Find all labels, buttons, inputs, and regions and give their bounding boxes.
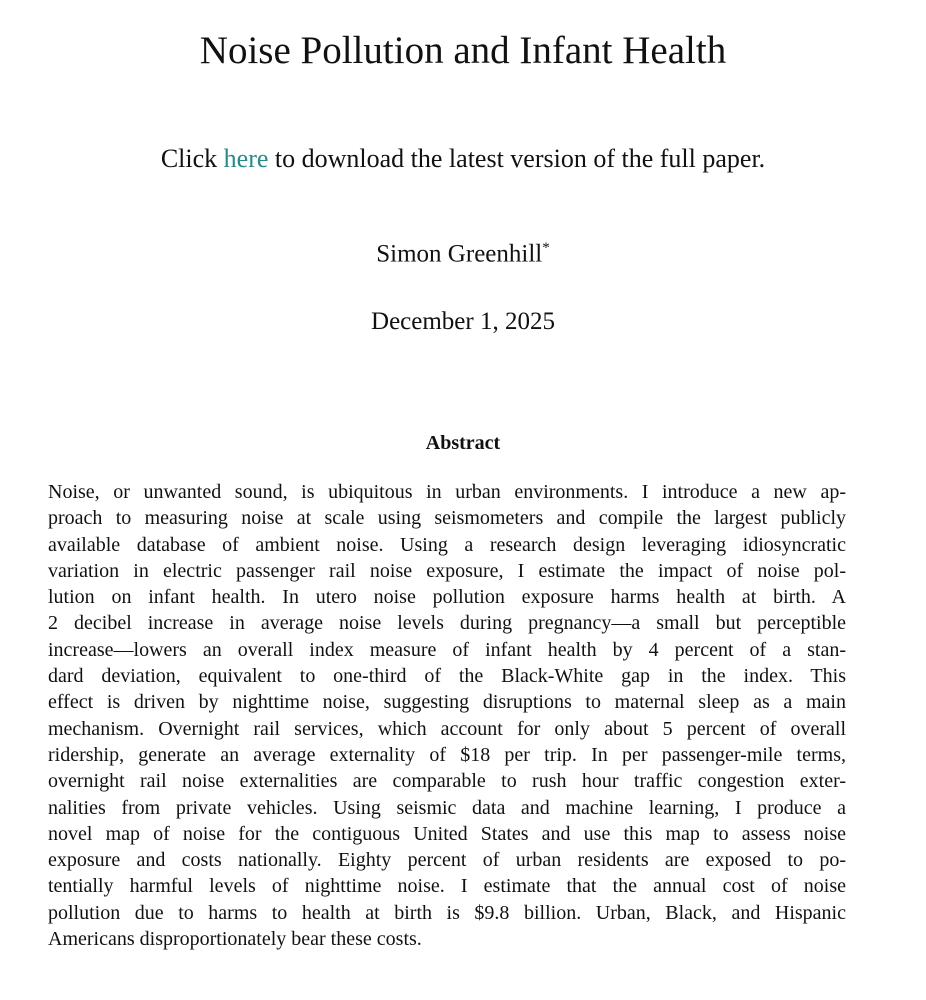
abstract-line: Americans disproportionately bear these costs. [48,928,422,951]
download-suffix: to download the latest version of the full paper. [274,144,766,173]
abstract-line: novel map of noise for the contiguous United States and use this map to assess noise [48,822,846,845]
download-prefix: Click [160,144,218,173]
paper-title: Noise Pollution and Infant Health [199,29,727,72]
download-line [0,144,926,174]
author-name: Simon Greenhill [376,240,543,268]
abstract-line: effect is driven by nighttime noise, suggesting disruptions to maternal sleep as a main [48,691,846,714]
abstract-line: available database of ambient noise. Using a research design leveraging idiosyncratic [48,533,846,556]
author-footnote-mark: * [542,240,550,256]
author [0,240,926,268]
abstract-line: exposure and costs nationally. Eighty percent of urban residents are exposed to po- [48,849,846,872]
abstract-line: mechanism. Overnight rail services, which account for only about 5 percent of overall [48,717,846,740]
date: December 1, 2025 [371,308,555,335]
abstract-line: dard deviation, equivalent to one-third of the Black-White gap in the index. This [48,665,846,688]
abstract-line: variation in electric passenger rail noise exposure, I estimate the impact of noise pol- [48,559,846,582]
abstract-line: nalities from private vehicles. Using seismic data and machine learning, I produce a [48,796,846,819]
download-link[interactable]: here [223,144,269,173]
abstract-line: overnight rail noise externalities are comparable to rush hour traffic congestion exter- [48,770,846,793]
abstract-line: proach to measuring noise at scale using seismometers and compile the largest publicly [48,507,846,530]
abstract-line: ridership, generate an average externality of $18 per trip. In per passenger-mile terms, [48,743,846,766]
abstract-line: tentially harmful levels of nighttime noise. I estimate that the annual cost of noise [48,875,846,898]
abstract-body [48,479,846,952]
abstract-line: pollution due to harms to health at birth is $9.8 billion. Urban, Black, and Hispanic [48,901,846,924]
abstract-heading: Abstract [425,432,501,454]
abstract-line: increase—lowers an overall index measure of infant health by 4 percent of a stan- [48,638,846,661]
abstract-line: 2 decibel increase in average noise levels during pregnancy—a small but perceptible [48,612,846,635]
abstract-line: Noise, or unwanted sound, is ubiquitous in urban environments. I introduce a new ap- [48,481,846,503]
abstract-line: lution on infant health. In utero noise pollution exposure harms health at birth. A [48,586,846,609]
